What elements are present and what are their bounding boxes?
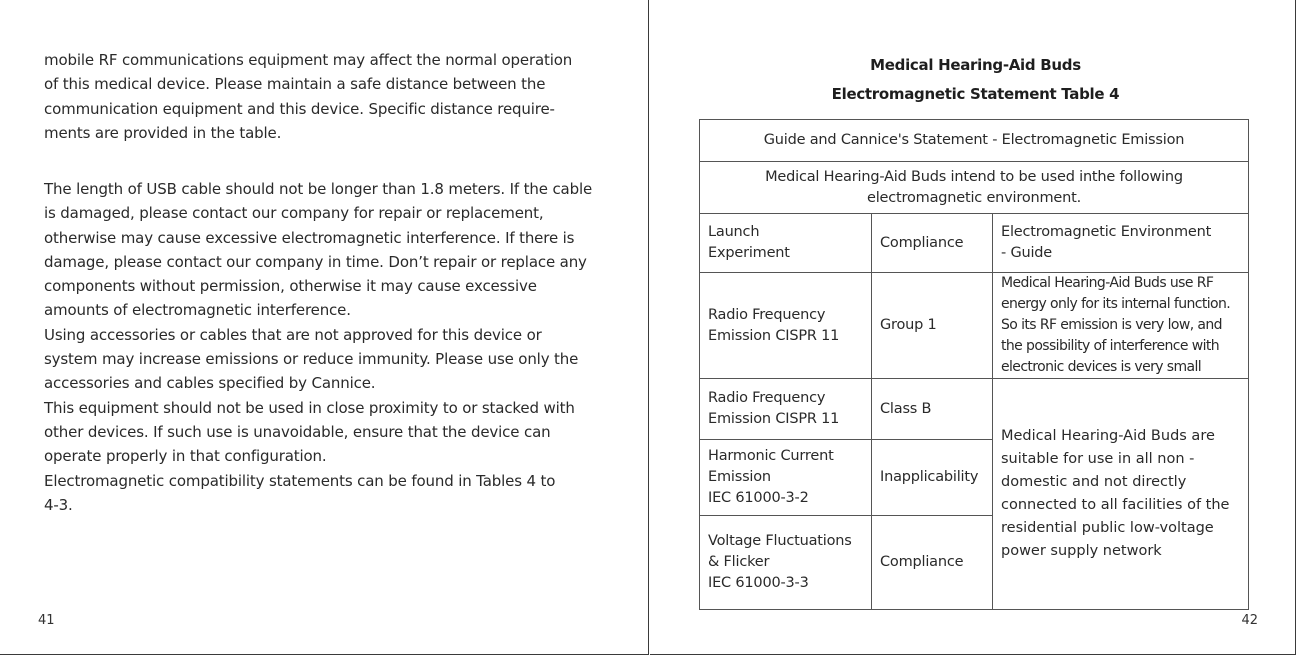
text-line: This equipment should not be used in close proximity to or stacked with <box>44 398 575 417</box>
compliance-cell: Group 1 <box>872 273 993 379</box>
cell-line: domestic and not directly <box>1001 474 1187 490</box>
compliance-cell: Class B <box>872 379 993 440</box>
cell-line: Radio Frequency <box>708 390 826 406</box>
cell-line: & Flicker <box>708 554 770 570</box>
cell-line: Emission CISPR 11 <box>708 327 840 344</box>
cell-line: Medical Hearing-Aid Buds are <box>1001 428 1215 444</box>
left-page <box>0 0 649 655</box>
test-cell <box>700 516 872 610</box>
test-cell <box>700 273 872 379</box>
text-line: 4-3. <box>44 495 73 514</box>
text-line: of this medical device. Please maintain a safe distance between the <box>44 75 546 94</box>
header-line: Electromagnetic Environment <box>1001 224 1212 240</box>
emission-table <box>699 119 1249 610</box>
cell-line: electronic devices is very small <box>1001 359 1202 375</box>
text-line: Using accessories or cables that are not approved for this device or <box>44 325 542 344</box>
intro-line: electromagnetic environment. <box>867 189 1082 206</box>
cell-line: the possibility of interference with <box>1001 338 1220 354</box>
table-title-product: Medical Hearing-Aid Buds <box>870 56 1081 74</box>
cell-line: Medical Hearing-Aid Buds use RF <box>1001 275 1214 291</box>
shared-guide-cell <box>993 379 1249 610</box>
text-line: is damaged, please contact our company for repair or replacement, <box>44 204 544 223</box>
text-line: other devices. If such use is unavoidable, ensure that the device can <box>44 422 551 441</box>
table-header-row <box>700 214 1249 273</box>
text-line: communication equipment and this device. Specific distance require- <box>44 99 555 118</box>
intro-line: Medical Hearing-Aid Buds intend to be used inthe following <box>765 168 1183 185</box>
table-row <box>700 273 1249 379</box>
table-heading: Guide and Cannice's Statement - Electromagnetic Emission <box>700 120 1249 162</box>
test-cell <box>700 440 872 516</box>
text-line: otherwise may cause excessive electromagnetic interference. If there is <box>44 228 575 247</box>
page-number-right: 42 <box>1241 613 1258 628</box>
column-header-test <box>700 214 872 273</box>
guide-cell <box>993 273 1249 379</box>
cell-line: Emission <box>708 469 771 485</box>
text-line: mobile RF communications equipment may affect the normal operation <box>44 51 573 69</box>
text-line: system may increase emissions or reduce immunity. Please use only the <box>44 350 579 369</box>
text-line: ments are provided in the table. <box>44 123 282 142</box>
cell-line: So its RF emission is very low, and <box>1001 317 1222 333</box>
paragraph-rf-equipment <box>44 48 604 145</box>
text-line: The length of USB cable should not be longer than 1.8 meters. If the cable <box>44 180 593 198</box>
text-line: Electromagnetic compatibility statements can be found in Tables 4 to <box>44 471 556 490</box>
table-row <box>700 379 1249 440</box>
cell-line: residential public low-voltage <box>1001 520 1214 536</box>
cell-line: suitable for use in all non - <box>1001 451 1195 467</box>
cell-line: IEC 61000-3-2 <box>708 490 809 506</box>
cell-line: Voltage Fluctuations <box>708 533 852 549</box>
right-page <box>650 0 1296 655</box>
table-intro <box>700 162 1249 214</box>
cell-line: connected to all facilities of the <box>1001 497 1230 513</box>
cell-line: Emission CISPR 11 <box>708 411 840 427</box>
compliance-cell: Inapplicability <box>872 440 993 516</box>
text-line: amounts of electromagnetic interference. <box>44 301 351 320</box>
cell-line: Radio Frequency <box>708 306 826 323</box>
compliance-cell: Compliance <box>872 516 993 610</box>
text-line: components without permission, otherwise it may cause excessive <box>44 277 537 296</box>
cell-line: power supply network <box>1001 543 1162 559</box>
header-line: Compliance <box>880 234 964 251</box>
text-line: accessories and cables specified by Cannice. <box>44 374 376 393</box>
cell-line: Harmonic Current <box>708 448 834 464</box>
paragraph-usb-cable <box>44 177 604 517</box>
column-header-guide <box>993 214 1249 273</box>
cell-line: IEC 61000-3-3 <box>708 575 809 591</box>
column-header-compliance <box>872 214 993 273</box>
table-heading-row <box>700 120 1249 162</box>
test-cell <box>700 379 872 440</box>
header-line: Experiment <box>708 245 790 261</box>
text-line: damage, please contact our company in time. Don’t repair or replace any <box>44 252 587 271</box>
header-line: Launch <box>708 224 760 240</box>
header-line: - Guide <box>1001 245 1053 261</box>
table-intro-row <box>700 162 1249 214</box>
page-number-left: 41 <box>38 613 55 628</box>
cell-line: energy only for its internal function. <box>1001 296 1231 312</box>
table-title-statement: Electromagnetic Statement Table 4 <box>831 85 1120 103</box>
text-line: operate properly in that configuration. <box>44 447 327 466</box>
